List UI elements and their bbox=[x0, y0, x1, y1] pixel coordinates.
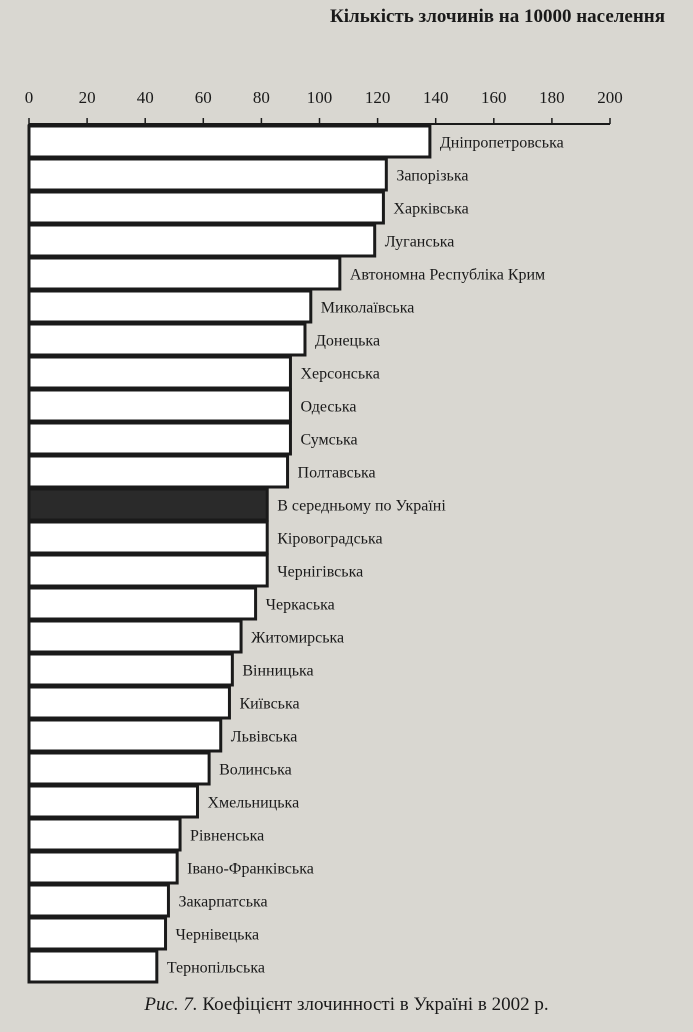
bar bbox=[29, 126, 430, 157]
bar bbox=[29, 852, 177, 883]
bar bbox=[29, 225, 375, 256]
bar bbox=[29, 357, 290, 388]
bar bbox=[29, 621, 241, 652]
bar bbox=[29, 951, 157, 982]
bar bbox=[29, 258, 340, 289]
bar-label: Харківська bbox=[393, 200, 469, 218]
chart-title: Кількість злочинів на 10000 населення bbox=[330, 6, 666, 27]
bar bbox=[29, 819, 180, 850]
bar-label: Закарпатська bbox=[178, 893, 268, 911]
bar bbox=[29, 324, 305, 355]
bar bbox=[29, 159, 386, 190]
bar-label: Миколаївська bbox=[320, 299, 415, 317]
bar bbox=[29, 456, 288, 487]
bar bbox=[29, 885, 168, 916]
x-tick-label: 120 bbox=[364, 88, 391, 107]
x-tick-label: 40 bbox=[136, 88, 154, 107]
bar bbox=[29, 786, 197, 817]
caption-text: Коефіцієнт злочинності в Україні в 2002 р. bbox=[202, 994, 549, 1015]
bar-label: Автономна Республіка Крим bbox=[349, 266, 546, 284]
bar bbox=[29, 390, 290, 421]
bar-label: Івано-Франківська bbox=[187, 860, 314, 878]
x-tick-label: 160 bbox=[481, 88, 507, 107]
bar-label: Житомирська bbox=[251, 629, 345, 647]
bar-label: В середньому по Україні bbox=[277, 497, 446, 515]
bar bbox=[29, 753, 209, 784]
bar-label: Черкаська bbox=[265, 596, 335, 614]
x-tick-label: 20 bbox=[78, 88, 96, 107]
bar-label: Київська bbox=[239, 695, 300, 713]
bar bbox=[29, 423, 290, 454]
figure-caption bbox=[0, 994, 693, 1016]
bar bbox=[29, 588, 256, 619]
bar-label: Рівненська bbox=[190, 827, 265, 845]
bar-label: Полтавська bbox=[297, 464, 376, 482]
bar bbox=[29, 918, 166, 949]
bar bbox=[29, 720, 221, 751]
caption-label: Рис. 7. bbox=[144, 994, 198, 1015]
bar bbox=[29, 192, 383, 223]
bar-label: Херсонська bbox=[300, 365, 380, 383]
bar-average-ukraine bbox=[29, 489, 267, 520]
bar-label: Луганська bbox=[384, 233, 455, 251]
x-tick-label: 140 bbox=[422, 88, 449, 107]
bar-label: Запорізька bbox=[396, 167, 469, 185]
x-tick-label: 100 bbox=[306, 88, 333, 107]
bar-label: Львівська bbox=[230, 728, 298, 746]
bar-label: Сумська bbox=[300, 431, 358, 449]
bar-label: Вінницька bbox=[242, 662, 314, 680]
x-tick-label: 0 bbox=[24, 88, 34, 107]
x-tick-label: 80 bbox=[252, 88, 270, 107]
bar-label: Волинська bbox=[219, 761, 292, 779]
bar bbox=[29, 291, 311, 322]
bar bbox=[29, 555, 267, 586]
bar-label: Тернопільська bbox=[166, 959, 265, 977]
bar-label: Донецька bbox=[314, 332, 381, 350]
bar-label: Кіровоградська bbox=[277, 530, 383, 548]
x-tick-label: 60 bbox=[194, 88, 212, 107]
bar bbox=[29, 522, 267, 553]
x-tick-label: 200 bbox=[597, 88, 623, 107]
bar bbox=[29, 654, 232, 685]
bar-label: Чернівецька bbox=[175, 926, 260, 944]
bar-label: Дніпропетровська bbox=[439, 134, 564, 152]
bar-label: Чернігівська bbox=[277, 563, 364, 581]
x-tick-label: 180 bbox=[539, 88, 565, 107]
bar-label: Хмельницька bbox=[207, 794, 300, 812]
bar bbox=[29, 687, 229, 718]
bar-label: Одеська bbox=[300, 398, 357, 416]
